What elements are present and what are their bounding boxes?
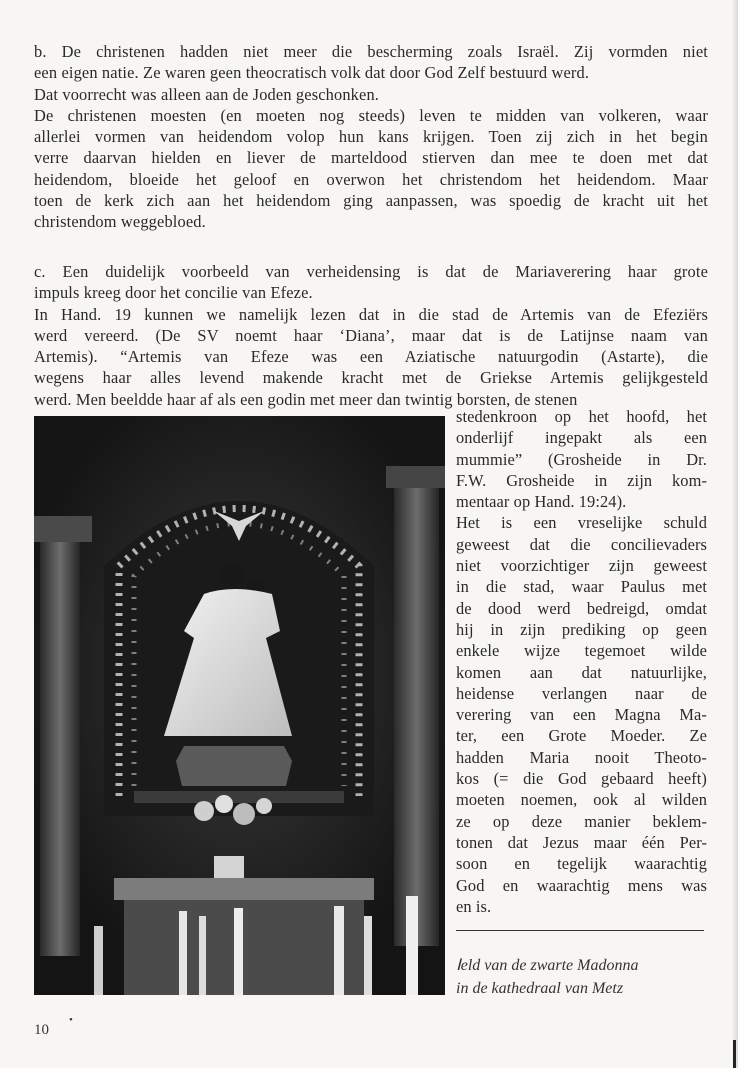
madonna-photo xyxy=(34,416,445,995)
column-line: ter, een Grote Moeder. Ze xyxy=(456,726,707,746)
column-line: stedenkroon op het hoofd, het xyxy=(456,407,707,426)
column-line: tonen dat Jezus maar één Per- xyxy=(456,832,707,852)
section-b-text xyxy=(34,41,708,233)
section-c-line: werd. Men beeldde haar af als een godin met meer dan twintig borsten, de stenen xyxy=(34,389,578,409)
section-c-line: wegens haar alles levend makende kracht met de Griekse Artemis gelijkgesteld xyxy=(34,368,708,388)
section-c-line: werd vereerd. (De SV noemt haar ‘Diana’, maar dat is de Latijnse naam van xyxy=(34,325,708,345)
column-line: geweest dat die concilievaders xyxy=(456,534,707,554)
section-c-line: impuls kreeg door het concilie van Efeze. xyxy=(34,283,313,303)
column-line: komen aan dat natuurlijke, xyxy=(456,662,707,682)
column-line: mentaar op Hand. 19:24). xyxy=(456,492,627,512)
column-line: in die stad, waar Paulus met xyxy=(456,577,707,597)
section-b-line: toen de kerk zich aan het heidendom ging aanpassen, was spoedig de kracht uit het xyxy=(34,191,708,211)
page-number: 10 xyxy=(34,1022,49,1038)
column-line: heidense verlangen naar de xyxy=(456,683,707,703)
page-edge-mark xyxy=(733,1040,736,1068)
section-b-line: b. De christenen hadden niet meer die bescherming zoals Israël. Zij vormden niet xyxy=(34,42,708,61)
column-line: Het is een vreselijke schuld xyxy=(456,513,707,533)
column-line: hadden Maria nooit Theoto- xyxy=(456,747,707,767)
section-c-line: c. Een duidelijk voorbeeld van verheidensing is dat de Mariaverering haar grote xyxy=(34,262,708,281)
column-text xyxy=(456,406,707,917)
column-line: verering van een Magna Ma- xyxy=(456,705,707,725)
column-line: enkele wijze tegemoet wilde xyxy=(456,641,707,661)
column-line: ze op deze manier beklem- xyxy=(456,811,707,831)
column-line: niet voorzichtiger zijn geweest xyxy=(456,556,707,576)
page-edge xyxy=(732,0,738,1068)
column-line: hij in zijn prediking op geen xyxy=(456,619,707,639)
caption-line-2: in de kathedraal van Metz xyxy=(456,980,624,997)
section-b-line: verre daarvan hielden en liever de marteldood stierven dan mee te doen met dat xyxy=(34,148,708,168)
column-line: soon en tegelijk waarachtig xyxy=(456,854,707,874)
column-line: God en waarachtig mens was xyxy=(456,875,707,895)
section-b-line: heidendom, bloeide het geloof en overwon het christendom het heidendom. Maar xyxy=(34,169,708,189)
column-line: F.W. Grosheide in zijn kom- xyxy=(456,470,707,490)
column-line: kos (= die God gebaard heeft) xyxy=(456,769,707,789)
section-b-line: Dat voorrecht was alleen aan de Joden geschonken. xyxy=(34,84,380,104)
section-b-line: allerlei vormen van heidendom volop hun kans krijgen. Toen zij zich in het begin xyxy=(34,127,708,147)
column-line: moeten noemen, ook al wilden xyxy=(456,790,707,810)
photo-caption xyxy=(456,954,716,1000)
section-c-line: In Hand. 19 kunnen we namelijk lezen dat in die stad de Artemis van de Efeziërs xyxy=(34,304,708,324)
column-line: mummie” (Grosheide in Dr. xyxy=(456,449,707,469)
section-b-line: christendom weggebloed. xyxy=(34,212,206,232)
column-line: de dood werd bedreigd, omdat xyxy=(456,598,707,618)
section-c-text xyxy=(34,261,708,410)
margin-mark: • xyxy=(69,1014,73,1026)
caption-rule xyxy=(456,930,704,931)
caption-line-1: ⵏeld van de zwarte Madonna xyxy=(456,957,639,974)
section-c-line: Artemis). “Artemis van Efeze was een Aziatische natuurgodin (Astarte), die xyxy=(34,347,708,367)
section-b-line: een eigen natie. Ze waren geen theocratisch volk dat door God Zelf bestuurd werd. xyxy=(34,63,590,83)
column-line: en is. xyxy=(456,896,492,916)
madonna-photo-illustration xyxy=(34,416,445,995)
column-line: onderlijf ingepakt als een xyxy=(456,428,707,448)
section-b-line: De christenen moesten (en moeten nog steeds) leven te midden van volkeren, waar xyxy=(34,105,708,125)
